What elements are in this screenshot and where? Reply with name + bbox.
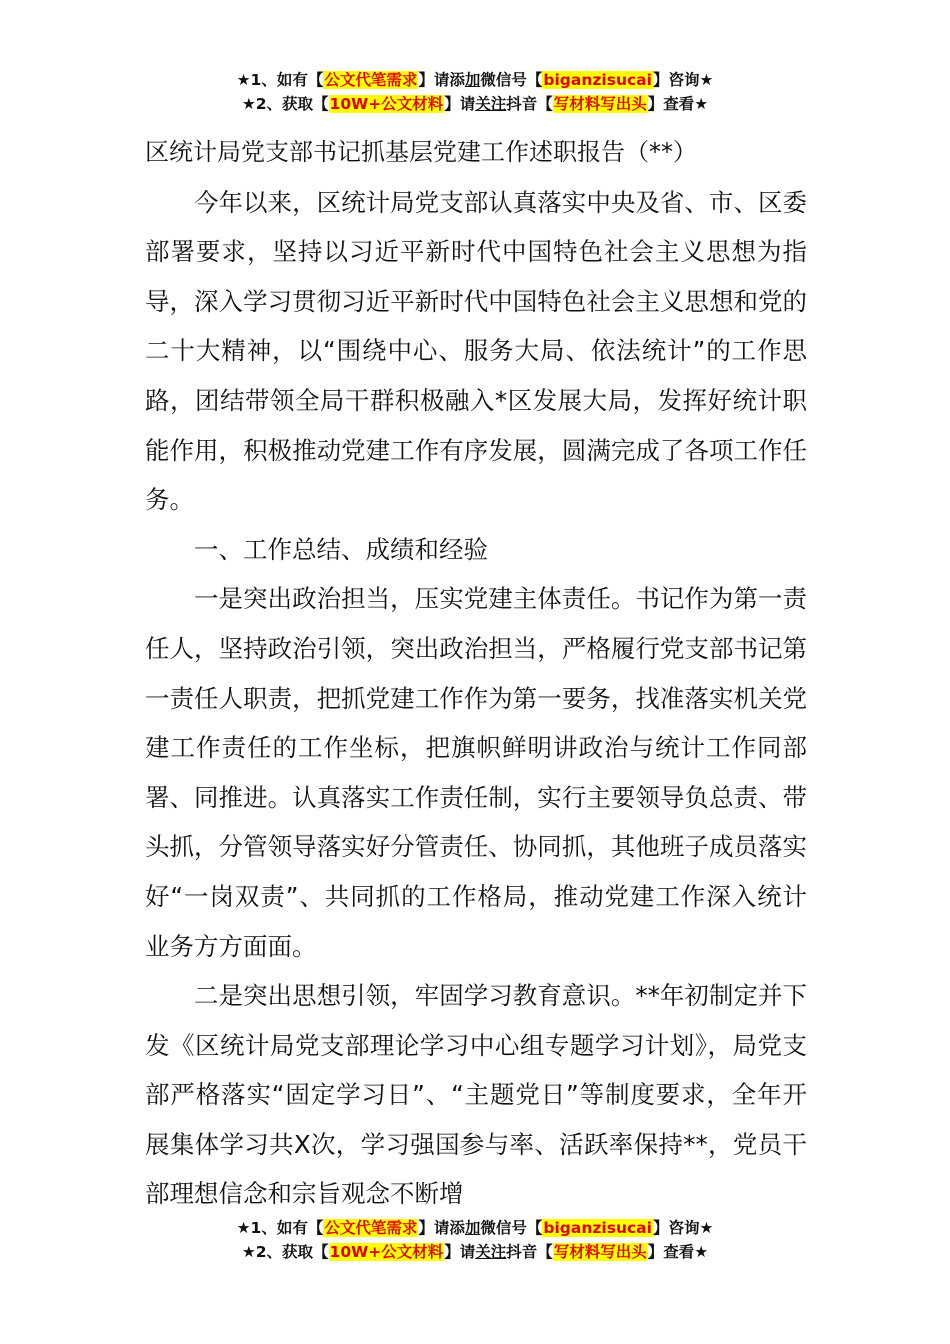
promo-highlight-wechat-id: biganzisucai	[543, 71, 652, 89]
promo-highlight: 10W+公文材料	[329, 1243, 444, 1261]
promo-text: 】查看★	[647, 1243, 709, 1261]
promo-text: 微信号【	[480, 1219, 543, 1237]
intro-paragraph: 今年以来，区统计局党支部认真落实中央及省、市、区委部署要求，坚持以习近平新时代中国特色社会主义思想为指导，深入学习贯彻习近平新时代中国特色社会主义思想和党的二十大精神，以“围绕中心、服务大局、依法统计”的工作思路，团结带领全局干群积极融入*区发展大局，发挥好统计职能作用，积极推动党建工作有序发展，圆满完成了各项工作任务。	[145, 187, 807, 515]
promo-highlight: 10W+公文材料	[329, 95, 444, 113]
promo-text: 微信号【	[480, 71, 543, 89]
promo-highlight: 公文代笔需求	[324, 71, 418, 89]
promo-line-1	[0, 1216, 950, 1240]
promo-text: ★1、如有【	[236, 1219, 324, 1237]
promo-text: ★2、获取【	[241, 1243, 329, 1261]
promo-banner-bottom	[0, 1216, 950, 1264]
promo-text: ★1、如有【	[236, 71, 324, 89]
promo-highlight-douyin: 写材料写出头	[553, 95, 647, 113]
promo-underline: 关注	[475, 1243, 507, 1261]
promo-text: ★2、获取【	[241, 95, 329, 113]
promo-text: 】咨询★	[652, 71, 714, 89]
section-heading: 一、工作总结、成绩和经验	[194, 534, 488, 564]
promo-highlight-wechat-id: biganzisucai	[543, 1219, 652, 1237]
promo-underline: 加	[464, 71, 481, 89]
promo-line-2	[0, 92, 950, 116]
promo-text: 】请添	[418, 1219, 465, 1237]
promo-line-1	[0, 68, 950, 92]
promo-text: 抖音【	[506, 1243, 553, 1261]
promo-underline: 关注	[475, 95, 507, 113]
promo-text: 抖音【	[506, 95, 553, 113]
promo-text: 】请	[444, 1243, 476, 1261]
promo-line-2	[0, 1240, 950, 1264]
promo-highlight-douyin: 写材料写出头	[553, 1243, 647, 1261]
promo-highlight: 公文代笔需求	[324, 1219, 418, 1237]
promo-text: 】请	[444, 95, 476, 113]
promo-text: 】请添	[418, 71, 465, 89]
document-title: 区统计局党支部书记抓基层党建工作述职报告（**）	[145, 138, 697, 166]
promo-text: 】查看★	[647, 95, 709, 113]
promo-text: 】咨询★	[652, 1219, 714, 1237]
document-body	[145, 128, 807, 1219]
paragraph-2: 二是突出思想引领，牢固学习教育意识。**年初制定并下发《区统计局党支部理论学习中心组专题学习计划》，局党支部严格落实“固定学习日”、“主题党日”等制度要求，全年开展集体学习共X次，学习强国参与率、活跃率保持**，党员干部理想信念和宗旨观念不断增	[145, 981, 807, 1209]
paragraph-1: 一是突出政治担当，压实党建主体责任。书记作为第一责任人，坚持政治引领，突出政治担当，严格履行党支部书记第一责任人职责，把抓党建工作作为第一要务，找准落实机关党建工作责任的工作坐标，把旗帜鲜明讲政治与统计工作同部署、同推进。认真落实工作责任制，实行主要领导负总责、带头抓，分管领导落实好分管责任、协同抓，其他班子成员落实好“一岗双责”、共同抓的工作格局，推动党建工作深入统计业务方方面面。	[145, 584, 807, 961]
promo-banner-top	[0, 68, 950, 116]
promo-underline: 加	[464, 1219, 481, 1237]
